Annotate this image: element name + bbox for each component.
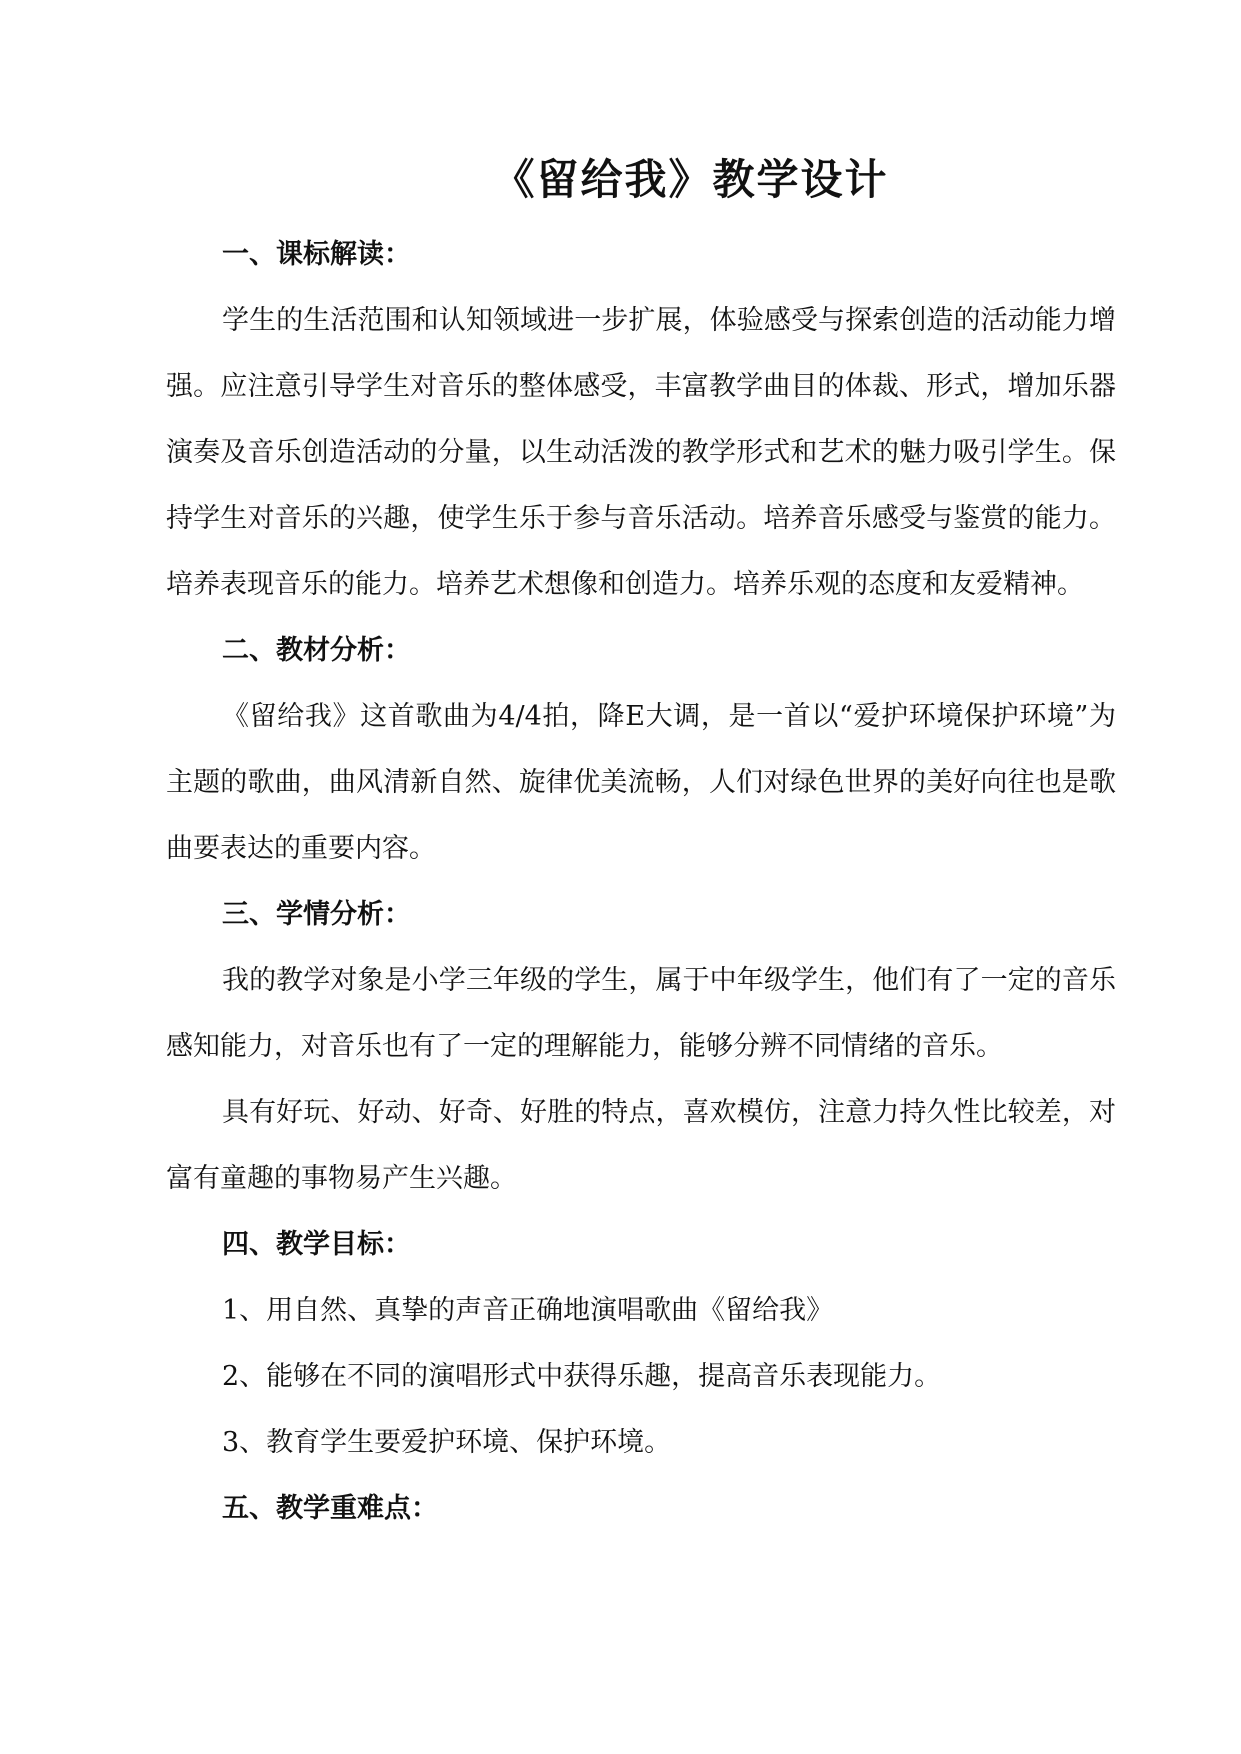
section-heading-material: 二、教材分析：: [222, 635, 411, 666]
goal-item-2: 2、能够在不同的演唱形式中获得乐趣，提高音乐表现能力。: [222, 1361, 942, 1392]
section-heading-curriculum: 一、课标解读：: [222, 239, 411, 270]
section-heading-goals: 四、教学目标：: [222, 1229, 411, 1260]
section-heading-students: 三、学情分析：: [222, 899, 411, 930]
paragraph-students-2: 具有好玩、好动、好奇、好胜的特点，喜欢模仿，注意力持久性比较差，对富有童趣的事物易产生兴趣。: [166, 1097, 1116, 1194]
paragraph-students-1: 我的教学对象是小学三年级的学生，属于中年级学生，他们有了一定的音乐感知能力，对音乐也有了一定的理解能力，能够分辨不同情绪的音乐。: [166, 965, 1116, 1062]
paragraph-material: 《留给我》这首歌曲为4/4拍，降E大调，是一首以“爱护环境保护环境”为主题的歌曲，曲风清新自然、旋律优美流畅，人们对绿色世界的美好向往也是歌曲要表达的重要内容。: [166, 701, 1116, 864]
goal-item-3: 3、教育学生要爱护环境、保护环境。: [222, 1427, 672, 1458]
document-body: [166, 222, 1116, 1542]
goal-item-1: 1、用自然、真挚的声音正确地演唱歌曲《留给我》: [222, 1295, 834, 1326]
document-title: 《留给我》教学设计: [492, 155, 889, 204]
paragraph-curriculum: 学生的生活范围和认知领域进一步扩展，体验感受与探索创造的活动能力增强。应注意引导学生对音乐的整体感受，丰富教学曲目的体裁、形式，增加乐器演奏及音乐创造活动的分量，以生动活泼的教学形式和艺术的魅力吸引学生。保持学生对音乐的兴趣，使学生乐于参与音乐活动。培养音乐感受与鉴赏的能力。培养表现音乐的能力。培养艺术想像和创造力。培养乐观的态度和友爱精神。: [166, 305, 1116, 600]
section-heading-key-points: 五、教学重难点：: [222, 1493, 438, 1524]
